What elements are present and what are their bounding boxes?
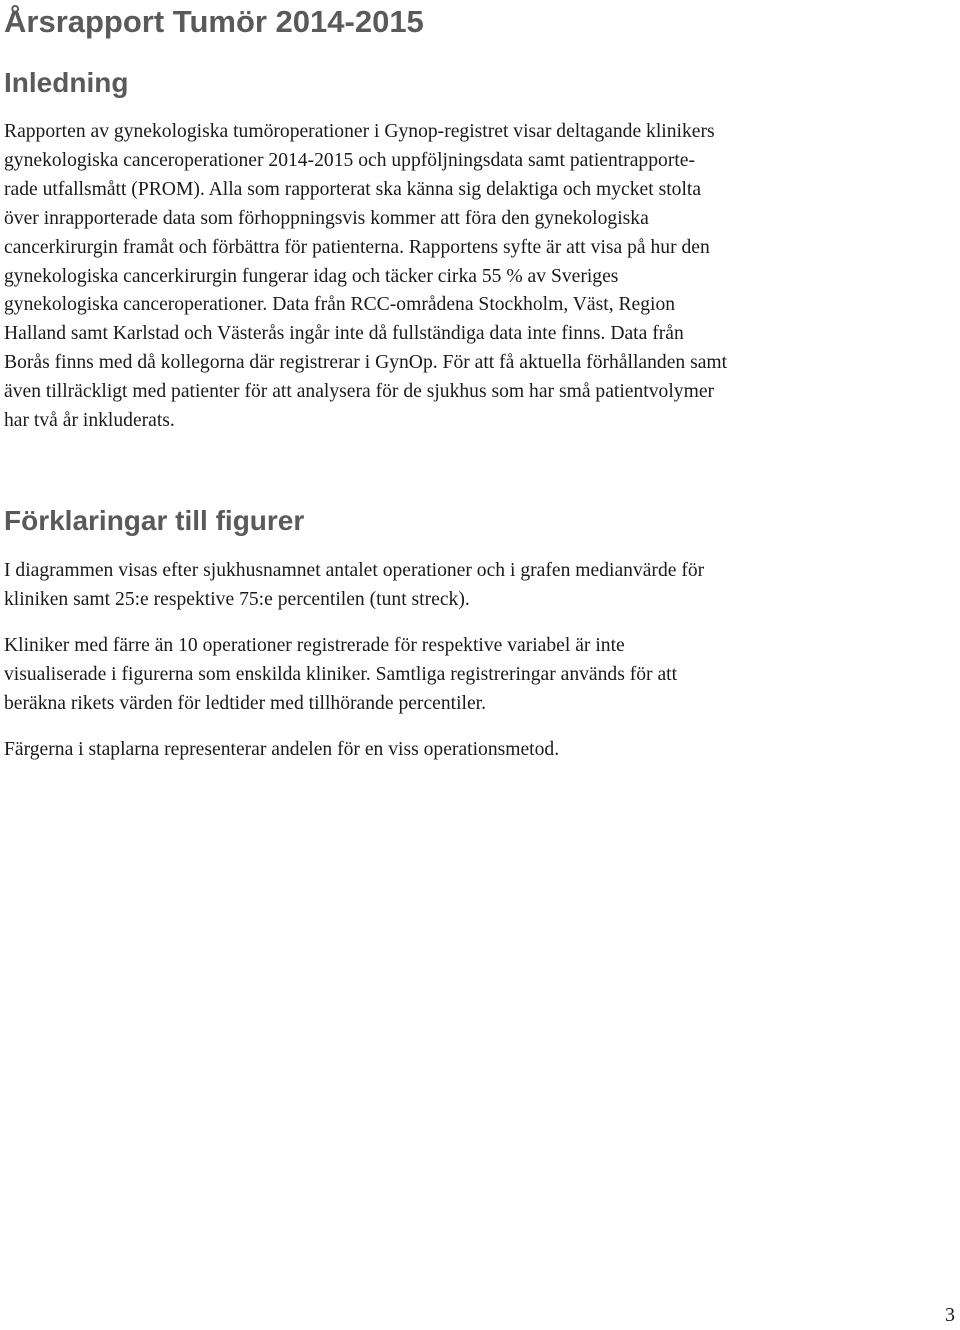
paragraph-line: har två år inkluderats. [4, 410, 175, 432]
figures-paragraph-colors [4, 736, 959, 765]
paragraph-line: över inrapporterade data som förhoppningsvis kommer att föra den gynekologiska [4, 207, 649, 229]
paragraph-line: Halland samt Karlstad och Västerås ingår inte då fullständiga data inte finns. Data från [4, 323, 684, 345]
paragraph-line: Borås finns med då kollegorna där registrerar i GynOp. För att få aktuella förhållanden samt [4, 352, 728, 374]
paragraph-line: gynekologiska canceroperationer 2014-2015 och uppföljningsdata samt patientrapporte- [4, 149, 696, 171]
paragraph-line: kliniken samt 25:e respektive 75:e percentilen (tunt streck). [4, 588, 470, 610]
paragraph-line: rade utfallsmått (PROM). Alla som rapporterat ska känna sig delaktiga och mycket stolta [4, 178, 702, 200]
paragraph-line: visualiserade i figurerna som enskilda kliniker. Samtliga registreringar används för att [4, 663, 678, 685]
paragraph-line: Kliniker med färre än 10 operationer registrerade för respektive variabel är inte [4, 635, 625, 656]
page-title: Årsrapport Tumör 2014-2015 [4, 4, 424, 39]
paragraph-line: Färgerna i staplarna representerar andelen för en viss operationsmetod. [4, 739, 560, 760]
figures-paragraph-diagram [4, 557, 959, 615]
paragraph-line: cancerkirurgin framåt och förbättra för patienterna. Rapportens syfte är att visa på hur den [4, 236, 710, 258]
section-heading-inledning: Inledning [4, 67, 129, 98]
paragraph-line: gynekologiska canceroperationer. Data från RCC-områdena Stockholm, Väst, Region [4, 294, 676, 316]
paragraph-line: I diagrammen visas efter sjukhusnamnet antalet operationer och i grafen medianvärde för [4, 560, 705, 581]
figures-paragraph-clinics [4, 632, 959, 719]
paragraph-line: Rapporten av gynekologiska tumöroperationer i Gynop-registret visar deltagande klinikers [4, 121, 715, 142]
intro-paragraph [4, 118, 959, 436]
paragraph-line: gynekologiska cancerkirurgin fungerar idag och täcker cirka 55 % av Sveriges [4, 265, 619, 287]
page-number: 3 [945, 1304, 955, 1326]
paragraph-line: även tillräckligt med patienter för att analysera för de sjukhus som har små patientvolymer [4, 381, 715, 403]
paragraph-line: beräkna rikets värden för ledtider med tillhörande percentiler. [4, 692, 487, 714]
section-heading-forklaringar: Förklaringar till figurer [4, 505, 305, 536]
